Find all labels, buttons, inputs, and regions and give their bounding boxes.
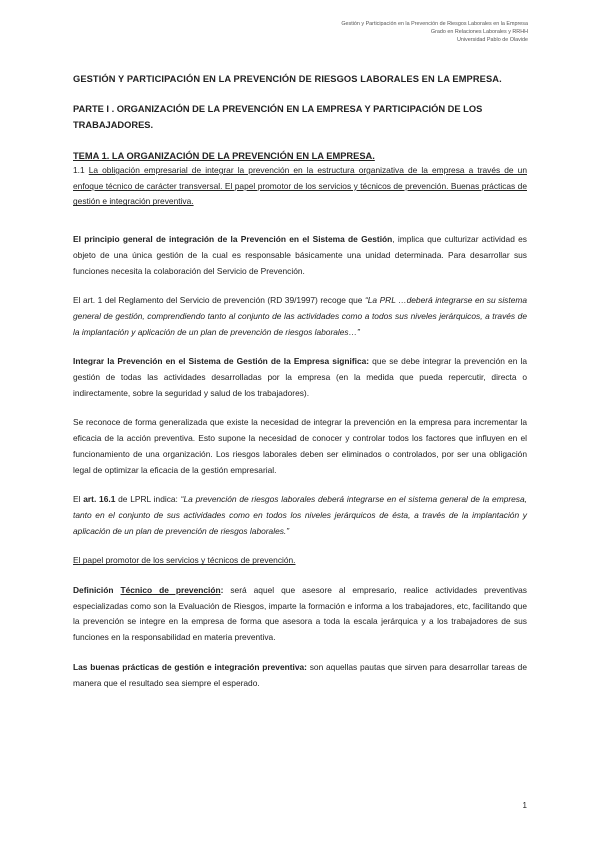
part-title: PARTE I . ORGANIZACIÓN DE LA PREVENCIÓN EN LA EMPRESA Y PARTICIPACIÓN DE LOS TRABAJADORES. [73, 104, 483, 130]
buenas-practicas-bold: Las buenas prácticas de gestión e integración preventiva: [73, 661, 307, 672]
intro-text: La obligación empresarial de integrar la prevención en la estructura organizativa de la empresa a través de un enfoque técnico de carácter transversal. El papel promotor de los servicios y técnicos de prevención. Buenas prácticas de gestión e integración preventiva. [73, 165, 527, 207]
paragraph-integrar-significa [73, 354, 527, 401]
reglamento-intro: El art. 1 del Reglamento del Servicio de prevención (RD 39/1997) recoge que [73, 295, 365, 306]
reglamento-quote: “La PRL …deberá integrarse en su sistema general de gestión, comprendiendo tanto al conjunto de las actividades como a todos sus niveles jerárquicos, a través de la implantación y aplicación de un plan de prevención de riesgos laborales…” [73, 295, 527, 337]
subheading-papel-promotor: El papel promotor de los servicios y técnicos de prevención. [73, 555, 296, 566]
header-degree-line: Grado en Relaciones Laborales y RRHH [430, 29, 528, 36]
header-university-line: Universidad Pablo de Olavide [456, 37, 528, 44]
tema-title: TEMA 1. LA ORGANIZACIÓN DE LA PREVENCIÓN EN LA EMPRESA. [73, 151, 375, 161]
art16-quote: “La prevención de riesgos laborales deberá integrarse en el sistema general de la empresa, tanto en el conjunto de sus actividades como en todos los niveles jerárquicos de ésta, a través de la implantación y aplicación de un plan de prevención de riesgos laborales.” [73, 494, 527, 536]
intro-number: 1.1 [73, 165, 85, 175]
page-header [228, 20, 528, 45]
integration-principle-bold: El principio general de integración de la Prevención en el Sistema de Gestión [73, 234, 393, 245]
art16-pre: El [73, 494, 84, 505]
art16-bold: art. 16.1 [83, 494, 116, 505]
definicion-colon: : [220, 585, 224, 596]
paragraph-eficacia: Se reconoce de forma generalizada que existe la necesidad de integrar la prevención en la empresa para incrementar la eficacia de la acción preventiva. Esto supone la necesidad de conocer y controlar todos los factores que influyen en el funcionamiento de una organización. Los riesgos laborales deben ser eliminados o controlados, por ser una obligación legal de optimizar la eficacia de la gestión empresarial. [73, 417, 527, 475]
art16-mid: de LPRL indica: [115, 494, 181, 505]
page-number: 1 [522, 801, 527, 810]
tecnico-definicion-text: será aquel que asesore al empresario, realice actividades preventivas especializadas como son la Evaluación de Riesgos, imparte la formación e informa a los trabajadores, etc, facilitando que la prevención se integre en la empresa de forma que asesora a toda la escala jerárquica y a los trabajadores de sus funciones en la responsabilidad en materia preventiva. [73, 585, 527, 643]
definicion-bold: Definición [73, 585, 114, 596]
paragraph-reglamento [73, 293, 527, 340]
paragraph-buenas-practicas [73, 660, 527, 691]
integration-principle-text: , implica que culturizar actividad es objeto de una única gestión de la cual es responsable básicamente una unidad determinada. Para desarrollar sus funciones necesita la colaboración del Servicio de Prevención. [73, 234, 527, 276]
integrar-significa-text: que se debe integrar la prevención en la gestión de todas las actividades desarrolladas por la empresa (en la medida que pueda repercutir, directa o indirectamente, sobre la seguridad y salud de los trabajadores). [73, 356, 527, 398]
header-course-line: Gestión y Participación en la Prevención de Riesgos Laborales en la Empresa [341, 21, 528, 27]
document-body [73, 74, 527, 691]
buenas-practicas-text: son aquellas pautas que sirven para desarrollar tareas de manera que el resultado sea siempre el esperado. [73, 661, 527, 688]
intro-paragraph [73, 163, 527, 210]
paragraph-integration-principle [73, 232, 527, 279]
tecnico-prevencion-term: Técnico de prevención [120, 585, 221, 596]
paragraph-tecnico-definicion [73, 583, 527, 646]
paragraph-art-16 [73, 492, 527, 539]
integrar-significa-bold: Integrar la Prevención en el Sistema de Gestión de la Empresa significa: [73, 356, 370, 367]
document-title: GESTIÓN Y PARTICIPACIÓN EN LA PREVENCIÓN DE RIESGOS LABORALES EN LA EMPRESA. [73, 74, 502, 84]
